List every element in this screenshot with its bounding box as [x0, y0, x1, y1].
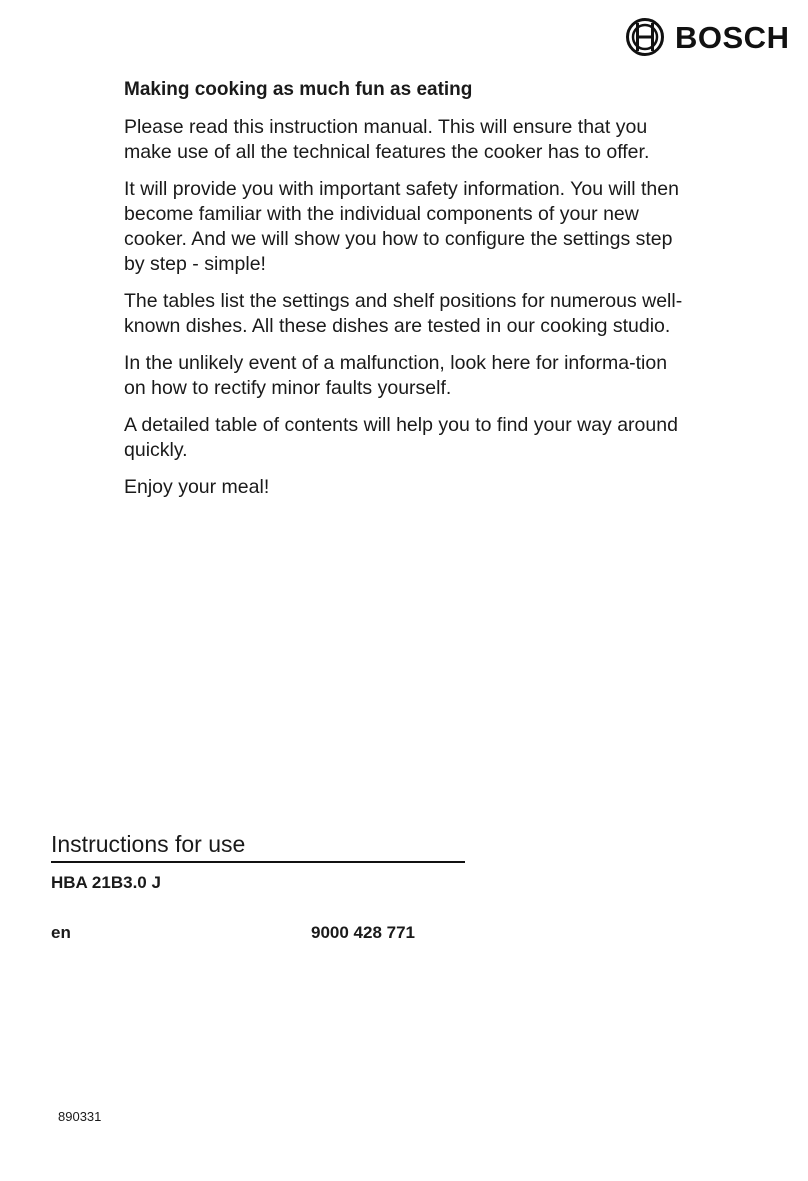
brand-logo	[625, 17, 789, 57]
model-number: HBA 21B3.0 J	[51, 873, 161, 892]
intro-paragraph: In the unlikely event of a malfunction, look here for informa-tion on how to rectify minor faults yourself.	[124, 352, 668, 399]
bosch-armature-icon	[625, 17, 665, 57]
intro-paragraph: A detailed table of contents will help you to find your way around quickly.	[124, 414, 678, 461]
intro-paragraph: It will provide you with important safety information. You will then become familiar with the individual components of your new cooker. And we will show you how to configure the settings step by step - simple!	[124, 178, 679, 275]
part-number: 9000 428 771	[311, 923, 415, 942]
language-code: en	[51, 923, 71, 942]
document-title: Instructions for use	[51, 830, 465, 863]
brand-name: BOSCH	[675, 19, 790, 55]
intro-heading: Making cooking as much fun as eating	[124, 79, 473, 100]
intro-section	[124, 77, 694, 512]
intro-paragraph: The tables list the settings and shelf positions for numerous well-known dishes. All these dishes are tested in our cooking studio.	[124, 290, 683, 337]
intro-paragraph: Please read this instruction manual. This will ensure that you make use of all the technical features the cooker has to offer.	[124, 116, 650, 163]
intro-paragraph: Enjoy your meal!	[124, 476, 270, 498]
document-number: 890331	[58, 1109, 102, 1124]
